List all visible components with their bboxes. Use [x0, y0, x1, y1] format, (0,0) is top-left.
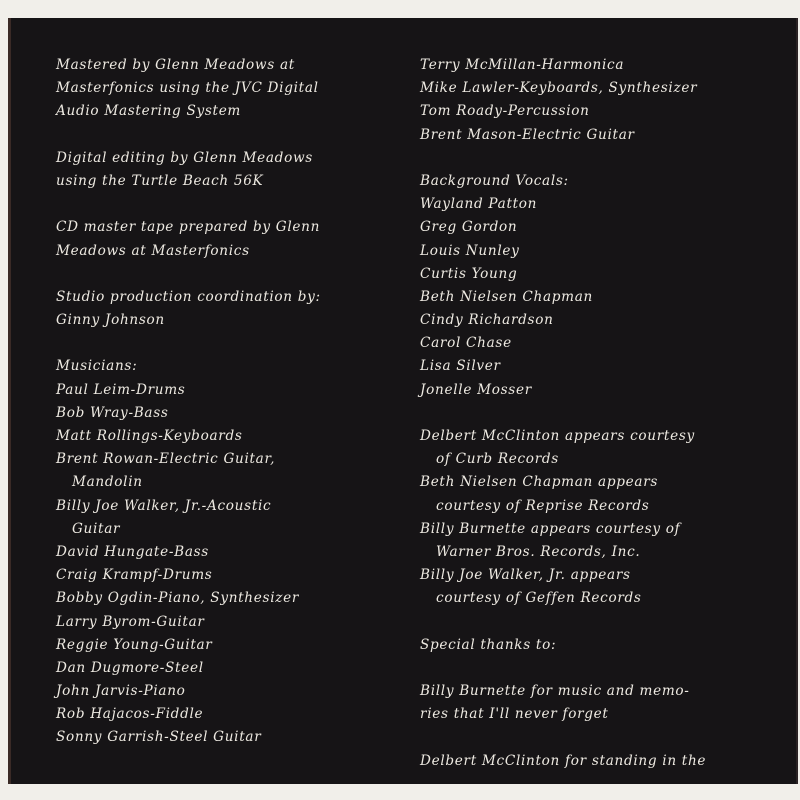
- musician-credit: Terry McMillan-Harmonica: [420, 57, 625, 73]
- coordination-line: Studio production coordination by:: [56, 288, 321, 305]
- musician-credit-continued: Guitar: [72, 520, 121, 537]
- musician-credit: Dan Dugmore-Steel: [56, 659, 204, 676]
- musician-credit: Brent Mason-Electric Guitar: [420, 126, 635, 143]
- musician-credit: Matt Rollings-Keyboards: [56, 428, 243, 444]
- liner-notes-page: [8, 18, 798, 784]
- spacer: [420, 611, 706, 634]
- thanks-line: ries that I'll never forget: [420, 706, 609, 723]
- musician-credit: John Jarvis-Piano: [56, 683, 186, 700]
- musician-credit: Brent Rowan-Electric Guitar,: [56, 451, 276, 468]
- mastering-line: Masterfonics using the JVC Digital: [56, 80, 319, 97]
- left-column: [56, 54, 321, 750]
- musician-credit: Bob Wray-Bass: [56, 404, 169, 421]
- vocalist-name: Lisa Silver: [420, 358, 501, 375]
- vocalist-name: Carol Chase: [420, 335, 512, 352]
- musician-credit: Tom Roady-Percussion: [420, 103, 590, 120]
- musician-credit: Reggie Young-Guitar: [56, 636, 213, 653]
- courtesy-line-continued: of Curb Records: [436, 451, 559, 468]
- spacer: [420, 657, 706, 680]
- editing-line: using the Turtle Beach 56K: [56, 172, 264, 189]
- musician-credit: Mike Lawler-Keyboards, Synthesizer: [420, 80, 698, 97]
- editing-line: Digital editing by Glenn Meadows: [56, 149, 313, 166]
- spacer: [56, 124, 321, 147]
- musician-credit: Billy Joe Walker, Jr.-Acoustic: [56, 497, 272, 514]
- master-tape-line: Meadows at Masterfonics: [56, 242, 250, 259]
- courtesy-line: Billy Burnette appears courtesy of: [420, 520, 681, 537]
- musician-credit: David Hungate-Bass: [56, 543, 209, 560]
- courtesy-line-continued: Warner Bros. Records, Inc.: [436, 543, 641, 560]
- vocalist-name: Jonelle Mosser: [420, 381, 532, 398]
- musician-credit: Paul Leim-Drums: [56, 381, 186, 398]
- vocalist-name: Curtis Young: [420, 265, 518, 282]
- spacer: [420, 726, 706, 749]
- background-vocals-heading: Background Vocals:: [420, 172, 569, 189]
- courtesy-line: Beth Nielsen Chapman appears: [420, 474, 659, 491]
- musician-credit-continued: Mandolin: [72, 474, 143, 491]
- courtesy-line: Delbert McClinton appears courtesy: [420, 428, 695, 444]
- vocalist-name: Cindy Richardson: [420, 312, 554, 329]
- spacer: [420, 402, 706, 425]
- courtesy-line-continued: courtesy of Reprise Records: [436, 497, 650, 514]
- spacer: [56, 332, 321, 355]
- musician-credit: Bobby Ogdin-Piano, Synthesizer: [56, 590, 300, 607]
- spacer: [56, 263, 321, 286]
- vocalist-name: Louis Nunley: [420, 242, 520, 259]
- courtesy-line-continued: courtesy of Geffen Records: [436, 590, 642, 607]
- musician-credit: Larry Byrom-Guitar: [56, 613, 205, 630]
- spacer: [56, 193, 321, 216]
- courtesy-line: Billy Joe Walker, Jr. appears: [420, 567, 631, 584]
- thanks-line: Delbert McClinton for standing in the: [420, 752, 707, 769]
- right-column: [420, 54, 706, 773]
- musicians-heading: Musicians:: [56, 358, 138, 375]
- musician-credit: Craig Krampf-Drums: [56, 567, 213, 584]
- coordination-line: Ginny Johnson: [56, 312, 165, 329]
- vocalist-name: Greg Gordon: [420, 219, 518, 236]
- vocalist-name: Beth Nielsen Chapman: [420, 288, 594, 305]
- vocalist-name: Wayland Patton: [420, 196, 538, 213]
- musician-credit: Rob Hajacos-Fiddle: [56, 706, 204, 723]
- mastering-line: Audio Mastering System: [56, 103, 242, 120]
- master-tape-line: CD master tape prepared by Glenn: [56, 219, 321, 236]
- musician-credit: Sonny Garrish-Steel Guitar: [56, 729, 262, 746]
- spacer: [420, 147, 706, 170]
- thanks-heading: Special thanks to:: [420, 636, 557, 653]
- thanks-line: Billy Burnette for music and memo-: [420, 683, 690, 700]
- mastering-line: Mastered by Glenn Meadows at: [56, 57, 295, 73]
